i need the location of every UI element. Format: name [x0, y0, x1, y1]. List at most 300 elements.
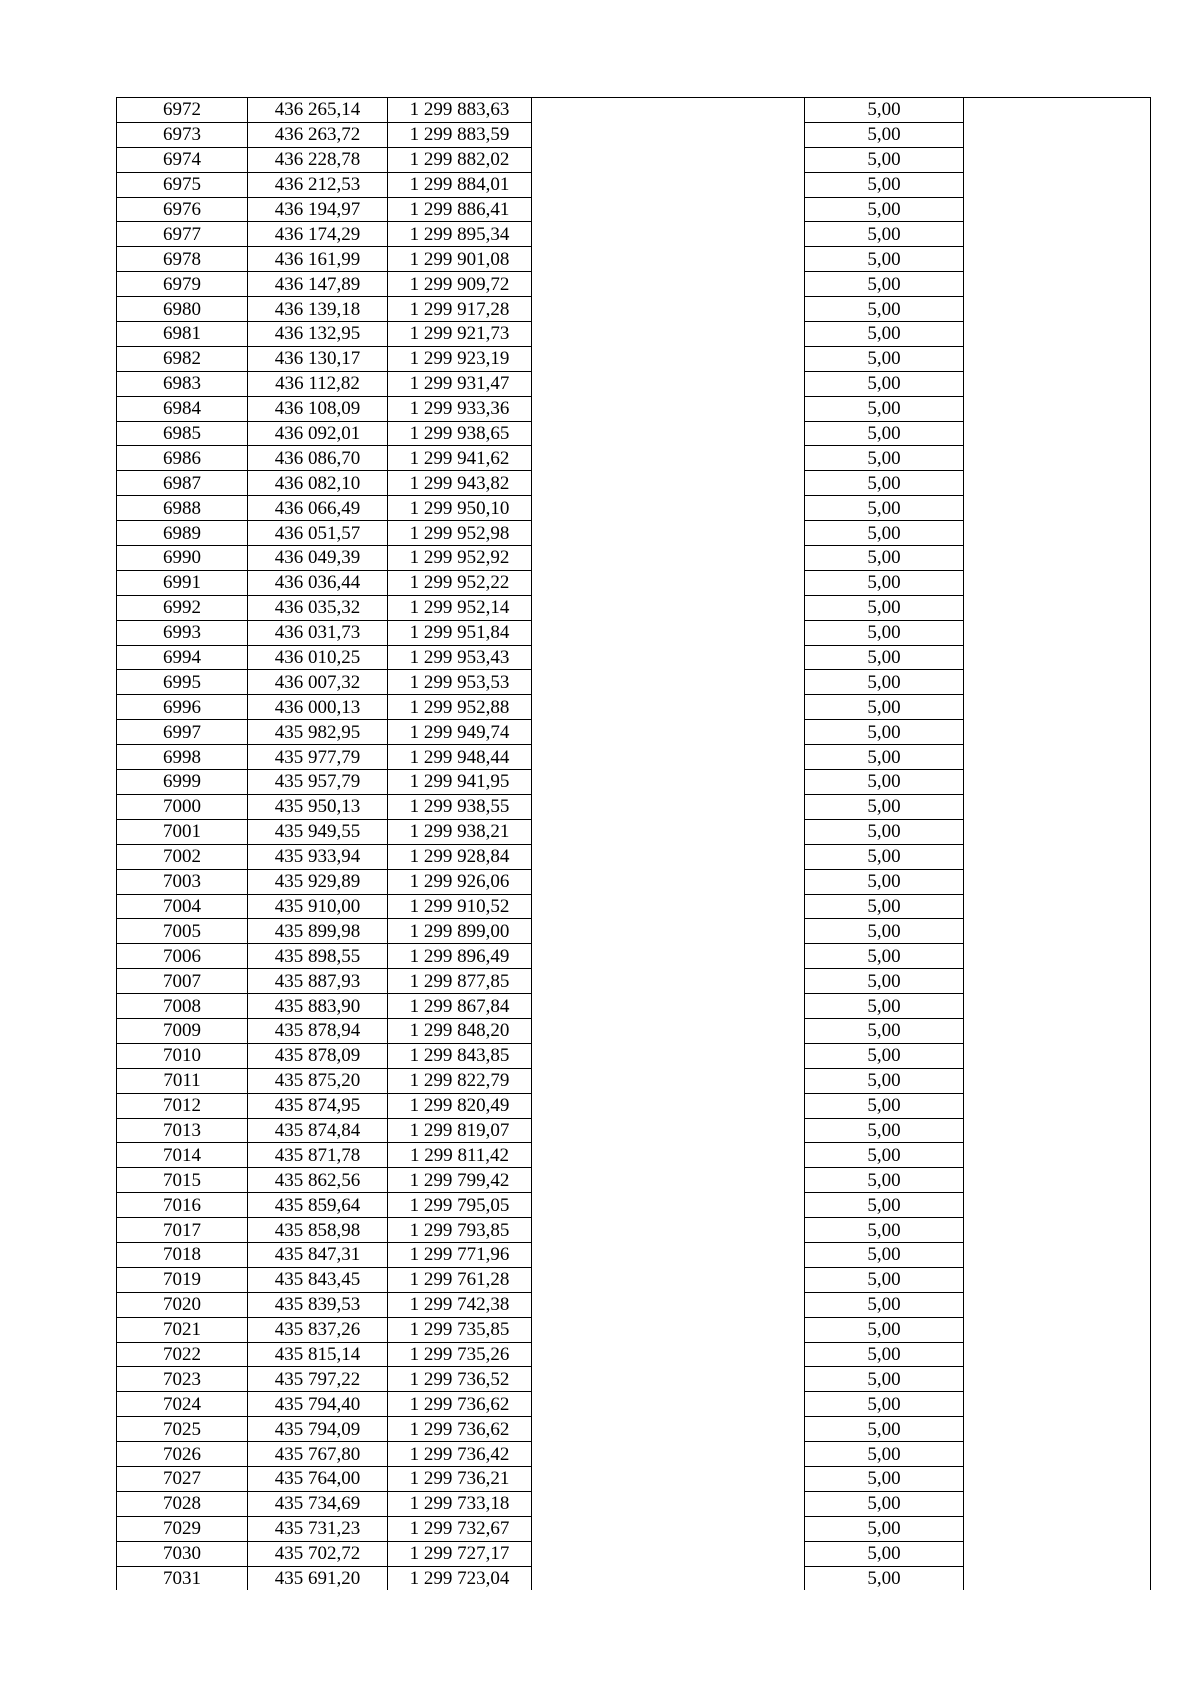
- point-number-cell: 6997: [117, 720, 248, 745]
- y-coordinate-cell: 1 299 910,52: [388, 894, 532, 919]
- empty-cell: [532, 944, 805, 969]
- empty-cell: [964, 969, 1151, 994]
- x-coordinate-cell: 436 036,44: [248, 570, 388, 595]
- precision-cell: 5,00: [805, 297, 964, 322]
- point-number-cell: 6974: [117, 147, 248, 172]
- x-coordinate-cell: 435 874,84: [248, 1118, 388, 1143]
- x-coordinate-cell: 436 007,32: [248, 670, 388, 695]
- empty-cell: [964, 346, 1151, 371]
- empty-cell: [532, 1516, 805, 1541]
- point-number-cell: 6987: [117, 471, 248, 496]
- precision-cell: 5,00: [805, 421, 964, 446]
- empty-cell: [532, 1168, 805, 1193]
- x-coordinate-cell: 435 847,31: [248, 1242, 388, 1267]
- empty-cell: [964, 794, 1151, 819]
- table-row: [117, 471, 1151, 496]
- empty-cell: [964, 1018, 1151, 1043]
- point-number-cell: 6986: [117, 446, 248, 471]
- x-coordinate-cell: 435 859,64: [248, 1193, 388, 1218]
- precision-cell: 5,00: [805, 546, 964, 571]
- point-number-cell: 7020: [117, 1292, 248, 1317]
- precision-cell: 5,00: [805, 1242, 964, 1267]
- empty-cell: [532, 1466, 805, 1491]
- table-row: [117, 371, 1151, 396]
- point-number-cell: 7024: [117, 1392, 248, 1417]
- y-coordinate-cell: 1 299 933,36: [388, 396, 532, 421]
- precision-cell: 5,00: [805, 1417, 964, 1442]
- x-coordinate-cell: 435 767,80: [248, 1442, 388, 1467]
- empty-cell: [532, 147, 805, 172]
- empty-cell: [532, 595, 805, 620]
- empty-cell: [532, 1491, 805, 1516]
- precision-cell: 5,00: [805, 1317, 964, 1342]
- precision-cell: 5,00: [805, 745, 964, 770]
- point-number-cell: 7006: [117, 944, 248, 969]
- y-coordinate-cell: 1 299 723,04: [388, 1566, 532, 1590]
- x-coordinate-cell: 435 839,53: [248, 1292, 388, 1317]
- table-row: [117, 272, 1151, 297]
- empty-cell: [532, 521, 805, 546]
- empty-cell: [964, 1093, 1151, 1118]
- y-coordinate-cell: 1 299 941,62: [388, 446, 532, 471]
- point-number-cell: 6984: [117, 396, 248, 421]
- point-number-cell: 7031: [117, 1566, 248, 1590]
- empty-cell: [532, 745, 805, 770]
- point-number-cell: 6996: [117, 695, 248, 720]
- x-coordinate-cell: 435 949,55: [248, 819, 388, 844]
- x-coordinate-cell: 436 194,97: [248, 197, 388, 222]
- x-coordinate-cell: 435 691,20: [248, 1566, 388, 1590]
- empty-cell: [964, 272, 1151, 297]
- empty-cell: [964, 471, 1151, 496]
- point-number-cell: 7019: [117, 1267, 248, 1292]
- table-row: [117, 645, 1151, 670]
- empty-cell: [964, 1043, 1151, 1068]
- precision-cell: 5,00: [805, 844, 964, 869]
- point-number-cell: 6982: [117, 346, 248, 371]
- x-coordinate-cell: 436 212,53: [248, 172, 388, 197]
- empty-cell: [964, 496, 1151, 521]
- table-row: [117, 1342, 1151, 1367]
- point-number-cell: 7026: [117, 1442, 248, 1467]
- y-coordinate-cell: 1 299 820,49: [388, 1093, 532, 1118]
- precision-cell: 5,00: [805, 346, 964, 371]
- precision-cell: 5,00: [805, 396, 964, 421]
- x-coordinate-cell: 436 051,57: [248, 521, 388, 546]
- x-coordinate-cell: 435 843,45: [248, 1267, 388, 1292]
- table-row: [117, 570, 1151, 595]
- point-number-cell: 7013: [117, 1118, 248, 1143]
- y-coordinate-cell: 1 299 931,47: [388, 371, 532, 396]
- empty-cell: [964, 1491, 1151, 1516]
- precision-cell: 5,00: [805, 869, 964, 894]
- empty-cell: [532, 197, 805, 222]
- empty-cell: [532, 1417, 805, 1442]
- empty-cell: [532, 894, 805, 919]
- table-row: [117, 595, 1151, 620]
- table-row: [117, 172, 1151, 197]
- y-coordinate-cell: 1 299 917,28: [388, 297, 532, 322]
- empty-cell: [532, 1018, 805, 1043]
- x-coordinate-cell: 435 764,00: [248, 1466, 388, 1491]
- empty-cell: [532, 1442, 805, 1467]
- precision-cell: 5,00: [805, 1193, 964, 1218]
- precision-cell: 5,00: [805, 794, 964, 819]
- empty-cell: [964, 297, 1151, 322]
- empty-cell: [964, 247, 1151, 272]
- empty-cell: [532, 322, 805, 347]
- point-number-cell: 7001: [117, 819, 248, 844]
- table-row: [117, 1143, 1151, 1168]
- precision-cell: 5,00: [805, 894, 964, 919]
- table-row: [117, 1466, 1151, 1491]
- y-coordinate-cell: 1 299 822,79: [388, 1068, 532, 1093]
- y-coordinate-cell: 1 299 883,63: [388, 98, 532, 123]
- precision-cell: 5,00: [805, 1442, 964, 1467]
- precision-cell: 5,00: [805, 1566, 964, 1590]
- empty-cell: [532, 1392, 805, 1417]
- y-coordinate-cell: 1 299 819,07: [388, 1118, 532, 1143]
- point-number-cell: 6972: [117, 98, 248, 123]
- x-coordinate-cell: 435 929,89: [248, 869, 388, 894]
- empty-cell: [964, 894, 1151, 919]
- precision-cell: 5,00: [805, 122, 964, 147]
- table-row: [117, 396, 1151, 421]
- precision-cell: 5,00: [805, 819, 964, 844]
- point-number-cell: 7002: [117, 844, 248, 869]
- y-coordinate-cell: 1 299 883,59: [388, 122, 532, 147]
- x-coordinate-cell: 436 130,17: [248, 346, 388, 371]
- empty-cell: [532, 1068, 805, 1093]
- empty-cell: [964, 770, 1151, 795]
- empty-cell: [532, 446, 805, 471]
- table-row: [117, 1417, 1151, 1442]
- x-coordinate-cell: 436 082,10: [248, 471, 388, 496]
- empty-cell: [964, 1392, 1151, 1417]
- precision-cell: 5,00: [805, 1516, 964, 1541]
- precision-cell: 5,00: [805, 595, 964, 620]
- y-coordinate-cell: 1 299 799,42: [388, 1168, 532, 1193]
- point-number-cell: 6980: [117, 297, 248, 322]
- precision-cell: 5,00: [805, 1466, 964, 1491]
- point-number-cell: 7027: [117, 1466, 248, 1491]
- empty-cell: [964, 1168, 1151, 1193]
- y-coordinate-cell: 1 299 928,84: [388, 844, 532, 869]
- y-coordinate-cell: 1 299 848,20: [388, 1018, 532, 1043]
- table-row: [117, 620, 1151, 645]
- x-coordinate-cell: 436 112,82: [248, 371, 388, 396]
- precision-cell: 5,00: [805, 1093, 964, 1118]
- y-coordinate-cell: 1 299 882,02: [388, 147, 532, 172]
- empty-cell: [532, 1267, 805, 1292]
- x-coordinate-cell: 435 950,13: [248, 794, 388, 819]
- empty-cell: [964, 1068, 1151, 1093]
- point-number-cell: 7000: [117, 794, 248, 819]
- point-number-cell: 7029: [117, 1516, 248, 1541]
- empty-cell: [532, 844, 805, 869]
- point-number-cell: 7011: [117, 1068, 248, 1093]
- table-row: [117, 346, 1151, 371]
- empty-cell: [964, 172, 1151, 197]
- y-coordinate-cell: 1 299 736,62: [388, 1392, 532, 1417]
- y-coordinate-cell: 1 299 736,42: [388, 1442, 532, 1467]
- precision-cell: 5,00: [805, 1267, 964, 1292]
- empty-cell: [964, 720, 1151, 745]
- y-coordinate-cell: 1 299 953,43: [388, 645, 532, 670]
- y-coordinate-cell: 1 299 953,53: [388, 670, 532, 695]
- empty-cell: [532, 297, 805, 322]
- x-coordinate-cell: 435 871,78: [248, 1143, 388, 1168]
- empty-cell: [964, 222, 1151, 247]
- point-number-cell: 7003: [117, 869, 248, 894]
- table-row: [117, 944, 1151, 969]
- empty-cell: [532, 496, 805, 521]
- y-coordinate-cell: 1 299 843,85: [388, 1043, 532, 1068]
- precision-cell: 5,00: [805, 371, 964, 396]
- x-coordinate-cell: 435 815,14: [248, 1342, 388, 1367]
- point-number-cell: 7018: [117, 1242, 248, 1267]
- y-coordinate-cell: 1 299 895,34: [388, 222, 532, 247]
- table-row: [117, 98, 1151, 123]
- empty-cell: [532, 1292, 805, 1317]
- empty-cell: [532, 670, 805, 695]
- point-number-cell: 6985: [117, 421, 248, 446]
- precision-cell: 5,00: [805, 197, 964, 222]
- empty-cell: [532, 1566, 805, 1590]
- table-row: [117, 1516, 1151, 1541]
- table-row: [117, 1392, 1151, 1417]
- empty-cell: [532, 994, 805, 1019]
- empty-cell: [964, 1143, 1151, 1168]
- table-row: [117, 695, 1151, 720]
- empty-cell: [964, 1218, 1151, 1243]
- empty-cell: [532, 1193, 805, 1218]
- y-coordinate-cell: 1 299 732,67: [388, 1516, 532, 1541]
- empty-cell: [532, 1342, 805, 1367]
- empty-cell: [964, 1516, 1151, 1541]
- empty-cell: [532, 819, 805, 844]
- coordinates-table-body: [117, 98, 1151, 1591]
- empty-cell: [532, 272, 805, 297]
- y-coordinate-cell: 1 299 909,72: [388, 272, 532, 297]
- precision-cell: 5,00: [805, 1168, 964, 1193]
- y-coordinate-cell: 1 299 736,21: [388, 1466, 532, 1491]
- x-coordinate-cell: 436 031,73: [248, 620, 388, 645]
- empty-cell: [964, 521, 1151, 546]
- table-row: [117, 1168, 1151, 1193]
- empty-cell: [964, 844, 1151, 869]
- empty-cell: [964, 869, 1151, 894]
- y-coordinate-cell: 1 299 950,10: [388, 496, 532, 521]
- point-number-cell: 6991: [117, 570, 248, 595]
- table-row: [117, 894, 1151, 919]
- empty-cell: [532, 869, 805, 894]
- precision-cell: 5,00: [805, 770, 964, 795]
- table-row: [117, 819, 1151, 844]
- point-number-cell: 7009: [117, 1018, 248, 1043]
- empty-cell: [532, 1242, 805, 1267]
- table-row: [117, 297, 1151, 322]
- point-number-cell: 6989: [117, 521, 248, 546]
- point-number-cell: 6999: [117, 770, 248, 795]
- y-coordinate-cell: 1 299 793,85: [388, 1218, 532, 1243]
- table-row: [117, 197, 1151, 222]
- precision-cell: 5,00: [805, 496, 964, 521]
- y-coordinate-cell: 1 299 948,44: [388, 745, 532, 770]
- precision-cell: 5,00: [805, 471, 964, 496]
- y-coordinate-cell: 1 299 938,21: [388, 819, 532, 844]
- precision-cell: 5,00: [805, 1118, 964, 1143]
- y-coordinate-cell: 1 299 938,65: [388, 421, 532, 446]
- point-number-cell: 6977: [117, 222, 248, 247]
- x-coordinate-cell: 435 878,94: [248, 1018, 388, 1043]
- table-row: [117, 869, 1151, 894]
- point-number-cell: 7021: [117, 1317, 248, 1342]
- x-coordinate-cell: 436 161,99: [248, 247, 388, 272]
- x-coordinate-cell: 436 147,89: [248, 272, 388, 297]
- x-coordinate-cell: 436 086,70: [248, 446, 388, 471]
- point-number-cell: 6973: [117, 122, 248, 147]
- x-coordinate-cell: 436 049,39: [248, 546, 388, 571]
- x-coordinate-cell: 436 263,72: [248, 122, 388, 147]
- y-coordinate-cell: 1 299 877,85: [388, 969, 532, 994]
- table-row: [117, 1218, 1151, 1243]
- empty-cell: [964, 396, 1151, 421]
- table-row: [117, 122, 1151, 147]
- point-number-cell: 7010: [117, 1043, 248, 1068]
- point-number-cell: 7014: [117, 1143, 248, 1168]
- table-row: [117, 421, 1151, 446]
- y-coordinate-cell: 1 299 795,05: [388, 1193, 532, 1218]
- point-number-cell: 7023: [117, 1367, 248, 1392]
- empty-cell: [964, 1442, 1151, 1467]
- precision-cell: 5,00: [805, 247, 964, 272]
- empty-cell: [964, 745, 1151, 770]
- empty-cell: [964, 371, 1151, 396]
- empty-cell: [532, 1093, 805, 1118]
- y-coordinate-cell: 1 299 951,84: [388, 620, 532, 645]
- precision-cell: 5,00: [805, 446, 964, 471]
- precision-cell: 5,00: [805, 994, 964, 1019]
- precision-cell: 5,00: [805, 172, 964, 197]
- precision-cell: 5,00: [805, 670, 964, 695]
- x-coordinate-cell: 435 797,22: [248, 1367, 388, 1392]
- precision-cell: 5,00: [805, 1392, 964, 1417]
- x-coordinate-cell: 435 875,20: [248, 1068, 388, 1093]
- precision-cell: 5,00: [805, 1043, 964, 1068]
- precision-cell: 5,00: [805, 147, 964, 172]
- table-row: [117, 994, 1151, 1019]
- table-row: [117, 969, 1151, 994]
- empty-cell: [964, 1118, 1151, 1143]
- y-coordinate-cell: 1 299 867,84: [388, 994, 532, 1019]
- precision-cell: 5,00: [805, 720, 964, 745]
- x-coordinate-cell: 435 977,79: [248, 745, 388, 770]
- empty-cell: [532, 421, 805, 446]
- empty-cell: [964, 122, 1151, 147]
- point-number-cell: 6993: [117, 620, 248, 645]
- x-coordinate-cell: 436 010,25: [248, 645, 388, 670]
- y-coordinate-cell: 1 299 921,73: [388, 322, 532, 347]
- empty-cell: [964, 197, 1151, 222]
- empty-cell: [964, 546, 1151, 571]
- point-number-cell: 7008: [117, 994, 248, 1019]
- x-coordinate-cell: 436 092,01: [248, 421, 388, 446]
- table-row: [117, 247, 1151, 272]
- y-coordinate-cell: 1 299 896,49: [388, 944, 532, 969]
- point-number-cell: 7017: [117, 1218, 248, 1243]
- table-row: [117, 670, 1151, 695]
- y-coordinate-cell: 1 299 736,52: [388, 1367, 532, 1392]
- empty-cell: [964, 1566, 1151, 1590]
- table-row: [117, 1068, 1151, 1093]
- empty-cell: [532, 770, 805, 795]
- y-coordinate-cell: 1 299 952,14: [388, 595, 532, 620]
- empty-cell: [532, 620, 805, 645]
- y-coordinate-cell: 1 299 949,74: [388, 720, 532, 745]
- table-row: [117, 1093, 1151, 1118]
- empty-cell: [532, 122, 805, 147]
- point-number-cell: 7007: [117, 969, 248, 994]
- empty-cell: [964, 421, 1151, 446]
- point-number-cell: 7025: [117, 1417, 248, 1442]
- point-number-cell: 6981: [117, 322, 248, 347]
- empty-cell: [964, 919, 1151, 944]
- y-coordinate-cell: 1 299 742,38: [388, 1292, 532, 1317]
- empty-cell: [532, 371, 805, 396]
- table-row: [117, 794, 1151, 819]
- table-row: [117, 1193, 1151, 1218]
- y-coordinate-cell: 1 299 952,98: [388, 521, 532, 546]
- empty-cell: [532, 396, 805, 421]
- x-coordinate-cell: 435 702,72: [248, 1541, 388, 1566]
- table-row: [117, 1118, 1151, 1143]
- coordinates-table: [116, 97, 1151, 1590]
- empty-cell: [532, 570, 805, 595]
- precision-cell: 5,00: [805, 944, 964, 969]
- empty-cell: [532, 1218, 805, 1243]
- point-number-cell: 7005: [117, 919, 248, 944]
- table-row: [117, 1018, 1151, 1043]
- x-coordinate-cell: 436 139,18: [248, 297, 388, 322]
- table-row: [117, 1267, 1151, 1292]
- table-row: [117, 1566, 1151, 1590]
- y-coordinate-cell: 1 299 735,85: [388, 1317, 532, 1342]
- point-number-cell: 7028: [117, 1491, 248, 1516]
- empty-cell: [964, 1417, 1151, 1442]
- x-coordinate-cell: 435 794,40: [248, 1392, 388, 1417]
- point-number-cell: 7016: [117, 1193, 248, 1218]
- precision-cell: 5,00: [805, 1218, 964, 1243]
- precision-cell: 5,00: [805, 1292, 964, 1317]
- x-coordinate-cell: 436 035,32: [248, 595, 388, 620]
- table-row: [117, 546, 1151, 571]
- table-row: [117, 1442, 1151, 1467]
- table-row: [117, 844, 1151, 869]
- point-number-cell: 6979: [117, 272, 248, 297]
- empty-cell: [964, 322, 1151, 347]
- empty-cell: [532, 1541, 805, 1566]
- precision-cell: 5,00: [805, 919, 964, 944]
- precision-cell: 5,00: [805, 521, 964, 546]
- empty-cell: [964, 1193, 1151, 1218]
- empty-cell: [532, 1143, 805, 1168]
- empty-cell: [964, 1541, 1151, 1566]
- y-coordinate-cell: 1 299 943,82: [388, 471, 532, 496]
- x-coordinate-cell: 435 887,93: [248, 969, 388, 994]
- point-number-cell: 7015: [117, 1168, 248, 1193]
- table-row: [117, 745, 1151, 770]
